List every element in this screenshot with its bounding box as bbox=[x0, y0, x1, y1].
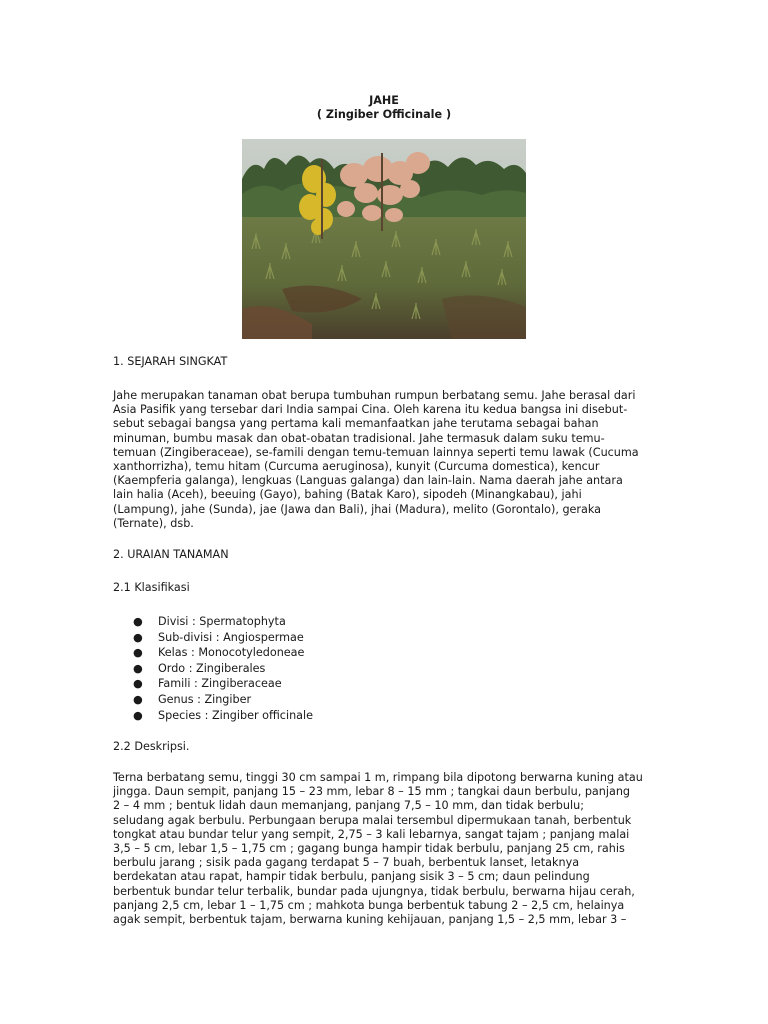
document-subtitle: ( Zingiber Officinale ) bbox=[316, 108, 452, 121]
text-line: lain halia (Aceh), beeuing (Gayo), bahing (Batak Karo), sipodeh (Minangkabau), jahi bbox=[113, 488, 582, 502]
text-line: Jahe merupakan tanaman obat berupa tumbuhan rumpun berbatang semu. Jahe berasal dari bbox=[113, 389, 636, 402]
bullet-icon: ● bbox=[133, 692, 143, 706]
section-heading-uraian: 2. URAIAN TANAMAN bbox=[113, 548, 229, 561]
text-line: jingga. Daun sempit, panjang 15 – 23 mm, lebar 8 – 15 mm ; tangkai daun berbulu, panjang bbox=[113, 785, 631, 799]
text-line: (Lampung), jahe (Sunda), jae (Jawa dan Bali), jhai (Madura), melito (Gorontalo), geraka bbox=[113, 502, 602, 516]
list-item-text: Species : Zingiber officinale bbox=[158, 708, 314, 722]
text-line: tongkat atau bundar telur yang sempit, 2,75 – 3 kali lebarnya, sangat tajam ; panjang malai bbox=[113, 827, 630, 841]
text-line: berdekatan atau rapat, hampir tidak berbulu, panjang sisik 3 – 5 cm; daun pelindung bbox=[113, 870, 590, 884]
text-line: 3,5 – 5 cm, lebar 1,5 – 1,75 cm ; gagang bunga hampir tidak berbulu, panjang 25 cm, rahis bbox=[113, 842, 625, 856]
ginger-plantation-photo bbox=[242, 139, 526, 339]
bullet-icon: ● bbox=[133, 661, 143, 675]
text-line: agak sempit, berbentuk tajam, berwarna kuning kehijauan, panjang 1,5 – 2,5 mm, lebar 3 – bbox=[113, 913, 627, 927]
bullet-icon: ● bbox=[133, 708, 143, 722]
text-line: seludang agak berbulu. Perbungaan berupa malai tersembul dipermukaan tanah, berbentuk bbox=[113, 813, 632, 827]
text-line: temuan (Zingiberaceae), se-famili dengan temu-temuan lainnya seperti temu lawak (Cucuma bbox=[113, 445, 639, 459]
list-item-text: Famili : Zingiberaceae bbox=[158, 677, 282, 691]
subsection-heading-klasifikasi: 2.1 Klasifikasi bbox=[113, 581, 190, 594]
list-item bbox=[113, 708, 313, 724]
paragraph-deskripsi bbox=[113, 771, 658, 927]
bullet-icon: ● bbox=[133, 615, 143, 628]
list-item-text: Kelas : Monocotyledoneae bbox=[158, 646, 305, 660]
bullet-icon: ● bbox=[133, 646, 143, 660]
text-line: 2 – 4 mm ; bentuk lidah daun memanjang, panjang 7,5 – 10 mm, dan tidak berbulu; bbox=[113, 799, 584, 813]
text-line: (Ternate), dsb. bbox=[113, 516, 194, 530]
subsection-heading-deskripsi: 2.2 Deskripsi. bbox=[113, 740, 190, 753]
text-line: berbentuk bundar telur terbalik, bundar pada ujungnya, tidak berbulu, berwarna hijau cerah, bbox=[113, 884, 635, 898]
list-item-text: Ordo : Zingiberales bbox=[158, 661, 266, 675]
bullet-icon: ● bbox=[133, 630, 143, 644]
list-item-text: Sub-divisi : Angiospermae bbox=[158, 630, 304, 644]
section-heading-sejarah: 1. SEJARAH SINGKAT bbox=[113, 355, 228, 368]
text-line: panjang 2,5 cm, lebar 1 – 1,75 cm ; mahkota bunga berbentuk tabung 2 – 2,5 cm, helainya bbox=[113, 898, 625, 912]
text-line: berbulu jarang ; sisik pada gagang terdapat 5 – 7 buah, berbentuk lanset, letaknya bbox=[113, 856, 580, 870]
list-item bbox=[113, 661, 313, 677]
list-item bbox=[113, 692, 313, 708]
list-item bbox=[113, 645, 313, 661]
list-item-text: Divisi : Spermatophyta bbox=[158, 615, 286, 628]
klasifikasi-list bbox=[113, 614, 313, 723]
list-item bbox=[113, 630, 313, 646]
text-line: (Kaempferia galanga), lengkuas (Languas galanga) dan lain-lain. Nama daerah jahe antara bbox=[113, 474, 623, 488]
text-line: Terna berbatang semu, tinggi 30 cm sampai 1 m, rimpang bila dipotong berwarna kuning atau bbox=[113, 771, 643, 784]
list-item bbox=[113, 676, 313, 692]
list-item bbox=[113, 614, 313, 630]
bullet-icon: ● bbox=[133, 677, 143, 691]
text-line: sebut sebagai bangsa yang pertama kali memanfaatkan jahe terutama sebagai bahan bbox=[113, 417, 599, 431]
document-title: JAHE bbox=[369, 94, 399, 107]
text-line: Asia Pasifik yang tersebar dari India sampai Cina. Oleh karena itu kedua bangsa ini disebut- bbox=[113, 403, 628, 417]
paragraph-sejarah bbox=[113, 389, 658, 531]
text-line: minuman, bumbu masak dan obat-obatan tradisional. Jahe termasuk dalam suku temu- bbox=[113, 431, 605, 445]
text-line: xanthorrizha), temu hitam (Curcuma aeruginosa), kunyit (Curcuma domestica), kencur bbox=[113, 460, 600, 474]
list-item-text: Genus : Zingiber bbox=[158, 692, 252, 706]
